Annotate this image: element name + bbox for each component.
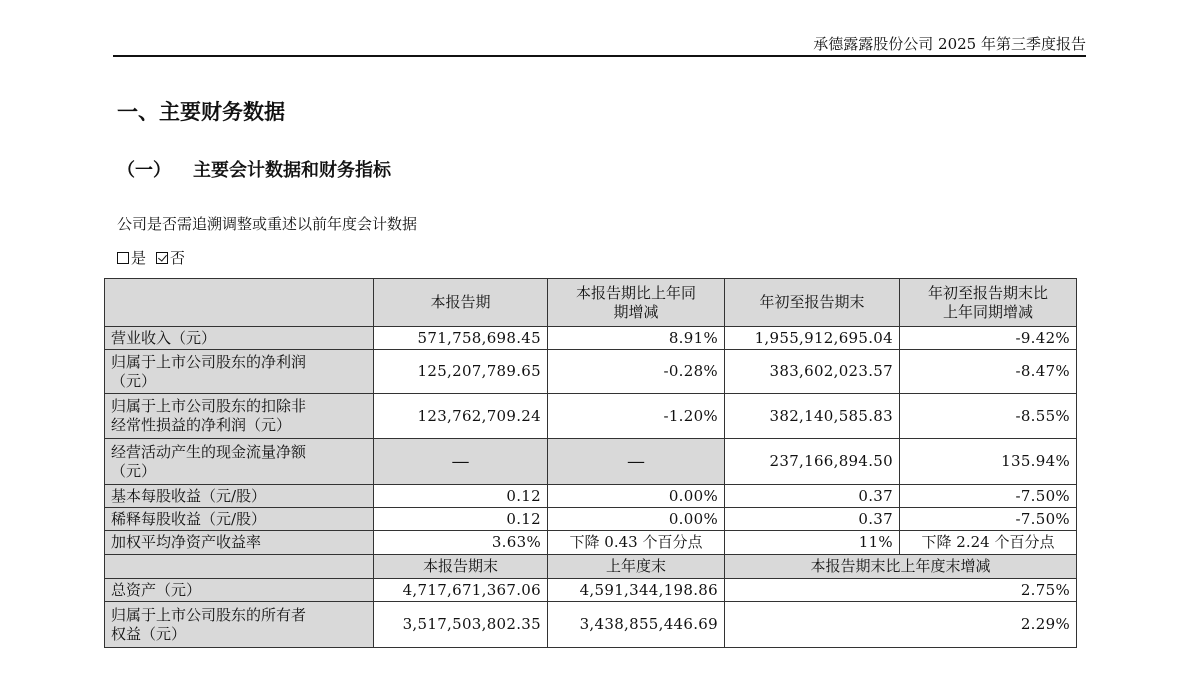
- row-label: 基本每股收益（元/股）: [105, 485, 374, 508]
- header-ytd: 年初至报告期末: [725, 279, 900, 327]
- cell-period-end: 4,717,671,367.06: [374, 579, 548, 602]
- row-label: 营业收入（元）: [105, 327, 374, 350]
- subsection-title: 主要会计数据和财务指标: [193, 160, 391, 181]
- cell-current-change: 0.00%: [548, 508, 725, 531]
- cell-prior-year-end: 3,438,855,446.69: [548, 602, 725, 648]
- header-blank-cell: [105, 555, 374, 579]
- cell-ytd: 11%: [725, 531, 900, 555]
- header-prior-year-end: 上年度末: [548, 555, 725, 579]
- cell-ytd: 1,955,912,695.04: [725, 327, 900, 350]
- cell-current: 125,207,789.65: [374, 350, 548, 394]
- cell-current-change: —: [548, 439, 725, 485]
- cell-prior-year-end: 4,591,344,198.86: [548, 579, 725, 602]
- cell-ytd-change: 135.94%: [900, 439, 1077, 485]
- row-label: 加权平均净资产收益率: [105, 531, 374, 555]
- cell-period-end: 3,517,503,802.35: [374, 602, 548, 648]
- row-label: 经营活动产生的现金流量净额 （元）: [105, 439, 374, 485]
- row-label: 归属于上市公司股东的扣除非 经常性损益的净利润（元）: [105, 394, 374, 439]
- cell-current: —: [374, 439, 548, 485]
- cell-ytd: 382,140,585.83: [725, 394, 900, 439]
- cell-current: 0.12: [374, 508, 548, 531]
- cell-ytd-change: -8.47%: [900, 350, 1077, 394]
- cell-ytd-change: 下降 2.24 个百分点: [900, 531, 1077, 555]
- cell-ytd-change: -7.50%: [900, 485, 1077, 508]
- cell-ytd-change: -9.42%: [900, 327, 1077, 350]
- subsection-number: （一）: [117, 160, 171, 181]
- table-row: [105, 350, 1077, 394]
- header-current-change: 本报告期比上年同 期增减: [548, 279, 725, 327]
- cell-current-change: -1.20%: [548, 394, 725, 439]
- cell-ytd: 0.37: [725, 508, 900, 531]
- row-label: 稀释每股收益（元/股）: [105, 508, 374, 531]
- header-period-end: 本报告期末: [374, 555, 548, 579]
- table-row: [105, 508, 1077, 531]
- financial-data-table: [104, 278, 1077, 648]
- section-heading: 一、主要财务数据: [117, 100, 285, 124]
- row-label: 总资产（元）: [105, 579, 374, 602]
- header-ytd-change: 年初至报告期末比 上年同期增减: [900, 279, 1077, 327]
- table-row: [105, 439, 1077, 485]
- row-label: 归属于上市公司股东的所有者 权益（元）: [105, 602, 374, 648]
- cell-ytd: 383,602,023.57: [725, 350, 900, 394]
- header-period-change: 本报告期末比上年度末增减: [725, 555, 1077, 579]
- table-header-row: [105, 279, 1077, 327]
- option-yes-label: 是: [131, 249, 147, 267]
- table-row: [105, 485, 1077, 508]
- cell-current: 571,758,698.45: [374, 327, 548, 350]
- table-row: [105, 531, 1077, 555]
- header-current-period: 本报告期: [374, 279, 548, 327]
- restatement-question: 公司是否需追溯调整或重述以前年度会计数据: [117, 215, 418, 233]
- table-row: [105, 327, 1077, 350]
- cell-change: 2.29%: [725, 602, 1077, 648]
- cell-ytd-change: -7.50%: [900, 508, 1077, 531]
- cell-current-change: 8.91%: [548, 327, 725, 350]
- cell-current-change: 0.00%: [548, 485, 725, 508]
- table-row: [105, 602, 1077, 648]
- cell-current: 0.12: [374, 485, 548, 508]
- row-label: 归属于上市公司股东的净利润 （元）: [105, 350, 374, 394]
- cell-current-change: -0.28%: [548, 350, 725, 394]
- cell-current: 123,762,709.24: [374, 394, 548, 439]
- restatement-options: [117, 247, 185, 268]
- option-yes[interactable]: [117, 249, 146, 267]
- cell-ytd: 237,166,894.50: [725, 439, 900, 485]
- cell-current-change: 下降 0.43 个百分点: [548, 531, 725, 555]
- table-header-row-2: [105, 555, 1077, 579]
- cell-ytd: 0.37: [725, 485, 900, 508]
- checkbox-unchecked-icon[interactable]: [117, 252, 129, 264]
- cell-ytd-change: -8.55%: [900, 394, 1077, 439]
- table-row: [105, 394, 1077, 439]
- report-header-title: 承德露露股份公司 2025 年第三季度报告: [813, 35, 1086, 53]
- option-no-label: 否: [170, 249, 186, 267]
- cell-change: 2.75%: [725, 579, 1077, 602]
- checkbox-checked-icon[interactable]: [156, 252, 168, 264]
- option-no[interactable]: [156, 249, 185, 267]
- subsection-heading: [117, 156, 391, 182]
- header-blank-cell: [105, 279, 374, 327]
- header-divider: [113, 55, 1086, 57]
- table-row: [105, 579, 1077, 602]
- cell-current: 3.63%: [374, 531, 548, 555]
